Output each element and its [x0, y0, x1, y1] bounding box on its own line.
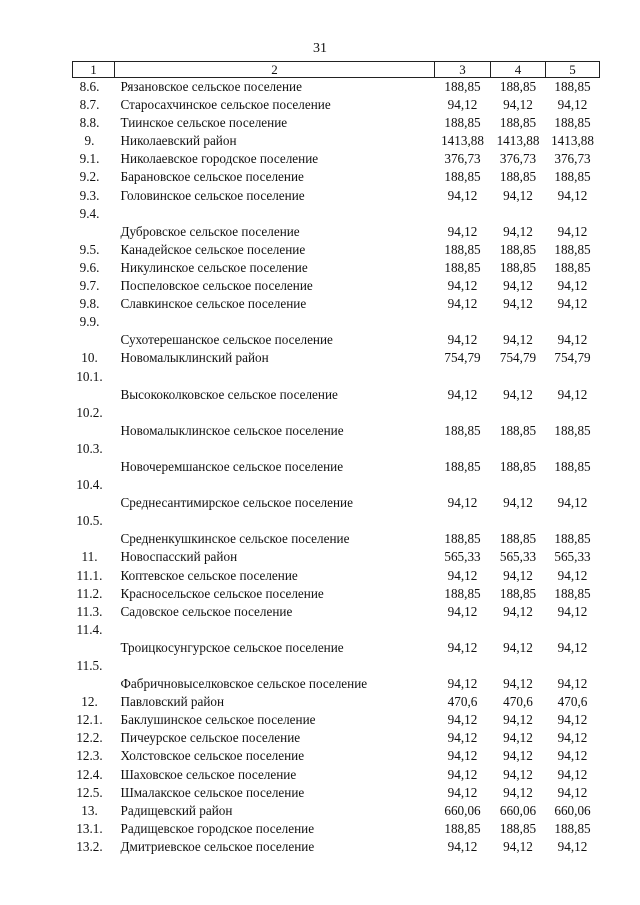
row-number: 10.1.	[76, 368, 103, 384]
value-col-4: 94,12	[503, 784, 533, 800]
value-col-4: 94,12	[503, 748, 533, 764]
row-number: 9.8.	[79, 296, 100, 312]
value-col-3: 470,6	[447, 694, 478, 710]
value-col-5: 94,12	[557, 567, 588, 583]
table-row	[73, 820, 600, 838]
settlement-name: Новочеремшанское сельское поселение	[120, 458, 344, 474]
settlement-name: Поспеловское сельское поселение	[120, 278, 313, 294]
settlement-name: Высококолковское сельское поселение	[120, 386, 338, 402]
value-col-5: 376,73	[554, 151, 591, 167]
value-col-4: 188,85	[499, 458, 537, 474]
page-number: 31	[313, 41, 327, 56]
value-col-5: 188,85	[554, 79, 591, 94]
value-col-5: 188,85	[554, 422, 591, 438]
settlement-name: Троицкосунгурское сельское поселение	[120, 639, 344, 655]
value-col-5: 94,12	[557, 223, 588, 239]
value-col-3: 188,85	[444, 79, 481, 94]
table-row	[73, 295, 600, 313]
value-col-3: 754,79	[444, 350, 481, 366]
value-col-3: 94,12	[447, 97, 478, 113]
value-col-3: 94,12	[447, 784, 478, 800]
value-col-5: 188,85	[554, 115, 591, 131]
value-col-4: 94,12	[503, 567, 533, 583]
value-col-4: 188,85	[499, 531, 537, 547]
settlement-name: Новомалыклинский район	[120, 350, 269, 366]
value-col-4: 1413,88	[496, 133, 540, 149]
row-number: 9.9.	[79, 314, 100, 330]
settlement-name: Радищевский район	[120, 802, 233, 818]
row-number: 10.5.	[76, 513, 103, 529]
value-col-5: 94,12	[557, 766, 588, 782]
value-col-4: 660,06	[499, 802, 537, 818]
table-row	[73, 784, 600, 802]
value-col-5: 94,12	[557, 187, 588, 203]
settlement-name: Фабричновыселковское сельское поселение	[120, 676, 368, 692]
settlement-name: Новоспасский район	[120, 549, 238, 565]
value-col-5: 188,85	[554, 585, 591, 601]
table-row	[73, 711, 600, 729]
value-col-5: 94,12	[557, 97, 588, 113]
value-col-3: 94,12	[447, 296, 478, 312]
settlement-name: Николаевский район	[120, 133, 237, 149]
value-col-5: 94,12	[557, 730, 588, 746]
value-col-3: 94,12	[447, 676, 478, 692]
row-number: 9.7.	[79, 278, 100, 294]
row-number: 8.6.	[79, 79, 100, 94]
value-col-3: 188,85	[444, 531, 481, 547]
value-col-3: 94,12	[447, 567, 478, 583]
row-number: 12.1.	[76, 712, 103, 728]
settlement-name: Павловский район	[120, 694, 225, 710]
value-col-3: 94,12	[447, 748, 478, 764]
value-col-3: 94,12	[447, 603, 478, 619]
settlement-name: Дубровское сельское поселение	[120, 223, 300, 239]
row-number: 9.	[84, 133, 95, 149]
value-col-4: 94,12	[503, 676, 533, 692]
value-col-5: 188,85	[554, 169, 591, 185]
value-col-3: 188,85	[444, 820, 481, 836]
row-number: 9.5.	[79, 241, 100, 257]
value-col-4: 94,12	[503, 730, 533, 746]
settlement-name: Новомалыклинское сельское поселение	[120, 422, 344, 438]
row-number: 9.2.	[79, 169, 100, 185]
value-col-3: 94,12	[447, 639, 478, 655]
value-col-3: 188,85	[444, 169, 481, 185]
value-col-5: 754,79	[554, 350, 591, 366]
value-col-5: 470,6	[557, 694, 588, 710]
row-number: 11.5.	[76, 658, 103, 673]
value-col-3: 94,12	[447, 332, 478, 348]
value-col-3: 660,06	[444, 802, 481, 818]
value-col-5: 188,85	[554, 241, 591, 257]
row-number: 12.	[81, 694, 98, 710]
settlement-name: Коптевское сельское поселение	[120, 567, 298, 583]
value-col-4: 565,33	[499, 549, 537, 565]
row-number: 12.2.	[76, 730, 103, 746]
value-col-5: 94,12	[557, 332, 588, 348]
value-col-4: 188,85	[499, 259, 537, 275]
table-row	[73, 747, 600, 765]
value-col-5: 188,85	[554, 531, 591, 547]
value-col-4: 188,85	[499, 115, 537, 131]
row-number: 8.8.	[79, 115, 100, 131]
value-col-3: 94,12	[447, 712, 478, 728]
settlement-name: Красносельское сельское поселение	[120, 585, 324, 601]
table-row	[73, 96, 600, 114]
settlement-name: Холстовское сельское поселение	[120, 748, 305, 764]
table-row	[73, 187, 600, 205]
table-row	[73, 404, 600, 440]
column-header-2: 2	[115, 62, 435, 78]
value-col-5: 94,12	[557, 676, 588, 692]
row-number: 9.6.	[79, 259, 100, 275]
value-col-5: 94,12	[557, 712, 588, 728]
table-row	[73, 349, 600, 367]
value-col-5: 94,12	[557, 495, 588, 511]
value-col-4: 94,12	[503, 639, 533, 655]
table-row	[73, 603, 600, 621]
value-col-3: 188,85	[444, 458, 481, 474]
column-header-4: 4	[491, 62, 546, 78]
value-col-3: 94,12	[447, 838, 478, 854]
table-row	[73, 368, 600, 404]
value-col-4: 94,12	[503, 332, 533, 348]
value-col-5: 565,33	[554, 549, 591, 565]
settlement-name: Баклушинское сельское поселение	[120, 712, 316, 728]
value-col-4: 94,12	[503, 187, 533, 203]
row-number: 9.3.	[79, 187, 100, 203]
value-col-3: 188,85	[444, 259, 481, 275]
value-col-5: 94,12	[557, 748, 588, 764]
table-row	[73, 585, 600, 603]
settlement-name: Барановское сельское поселение	[120, 169, 304, 185]
settlement-name: Садовское сельское поселение	[120, 603, 293, 619]
table-row	[73, 693, 600, 711]
value-col-3: 94,12	[447, 495, 478, 511]
value-col-5: 94,12	[557, 784, 588, 800]
value-col-5: 94,12	[557, 278, 588, 294]
table-row	[73, 205, 600, 241]
value-col-5: 1413,88	[551, 133, 594, 149]
value-col-4: 376,73	[499, 151, 537, 167]
row-number: 12.4.	[76, 766, 103, 782]
value-col-3: 94,12	[447, 730, 478, 746]
row-number: 9.4.	[79, 205, 100, 221]
row-number: 8.7.	[79, 97, 100, 113]
value-col-4: 94,12	[503, 712, 533, 728]
row-number: 11.3.	[76, 603, 103, 619]
row-number: 10.2.	[76, 404, 103, 420]
table-row	[73, 802, 600, 820]
value-col-4: 188,85	[499, 169, 537, 185]
table-row	[73, 621, 600, 657]
table-row	[73, 512, 600, 548]
value-col-4: 188,85	[499, 820, 537, 836]
settlement-name: Радищевское городское поселение	[120, 820, 315, 836]
value-col-3: 188,85	[444, 422, 481, 438]
table-row	[73, 729, 600, 747]
value-col-5: 94,12	[557, 838, 588, 854]
value-col-3: 188,85	[444, 241, 481, 257]
table-row	[73, 150, 600, 168]
value-col-4: 188,85	[499, 241, 537, 257]
value-col-3: 188,85	[444, 115, 481, 131]
settlement-name: Старосахчинское сельское поселение	[120, 97, 331, 113]
row-number: 10.3.	[76, 440, 103, 456]
settlement-name: Шмалакское сельское поселение	[120, 784, 305, 800]
table-row	[73, 313, 600, 349]
value-col-3: 1413,88	[441, 133, 484, 149]
row-number: 10.4.	[76, 477, 103, 493]
value-col-4: 94,12	[503, 838, 533, 854]
row-number: 11.4.	[76, 621, 103, 637]
value-col-4: 754,79	[499, 350, 537, 366]
table-row	[73, 241, 600, 259]
table-row	[73, 548, 600, 566]
value-col-5: 188,85	[554, 458, 591, 474]
settlement-name: Среднесантимирское сельское поселение	[120, 495, 353, 511]
value-col-4: 94,12	[503, 386, 533, 402]
settlement-name: Никулинское сельское поселение	[120, 259, 308, 275]
value-col-4: 94,12	[503, 296, 533, 312]
table-row	[73, 476, 600, 512]
value-col-4: 188,85	[499, 585, 537, 601]
settlement-name: Николаевское городское поселение	[120, 151, 319, 167]
row-number: 11.	[81, 549, 98, 565]
value-col-5: 660,06	[554, 802, 591, 818]
settlement-name: Головинское сельское поселение	[120, 187, 305, 203]
value-col-5: 94,12	[557, 386, 588, 402]
row-number: 13.1.	[76, 820, 103, 836]
column-header-5: 5	[546, 62, 600, 78]
value-col-5: 94,12	[557, 296, 588, 312]
value-col-3: 376,73	[444, 151, 481, 167]
settlement-name: Средненкушкинское сельское поселение	[120, 531, 350, 547]
settlement-name: Шаховское сельское поселение	[120, 766, 297, 782]
value-col-3: 94,12	[447, 766, 478, 782]
value-col-3: 94,12	[447, 187, 478, 203]
table-row	[73, 259, 600, 277]
settlement-name: Канадейское сельское поселение	[120, 241, 306, 257]
value-col-3: 565,33	[444, 549, 481, 565]
table-row	[73, 657, 600, 693]
column-header-1: 1	[73, 62, 115, 78]
table-row	[73, 567, 600, 585]
value-col-4: 94,12	[503, 495, 533, 511]
value-col-5: 94,12	[557, 639, 588, 655]
settlement-name: Дмитриевское сельское поселение	[120, 838, 315, 854]
settlement-name: Славкинское сельское поселение	[120, 296, 307, 312]
value-col-4: 188,85	[499, 79, 537, 94]
table-row	[73, 277, 600, 295]
row-number: 12.3.	[76, 748, 103, 764]
row-number: 12.5.	[76, 784, 103, 800]
value-col-4: 94,12	[503, 603, 533, 619]
table-body	[73, 78, 600, 857]
allocation-table	[72, 61, 600, 856]
value-col-3: 188,85	[444, 585, 481, 601]
value-col-5: 188,85	[554, 259, 591, 275]
settlement-name: Пичеурское сельское поселение	[120, 730, 301, 746]
settlement-name: Рязановское сельское поселение	[120, 79, 302, 94]
table-row	[73, 766, 600, 784]
row-number: 10.	[81, 350, 98, 366]
row-number: 11.2.	[76, 585, 103, 601]
settlement-name: Сухотерешанское сельское поселение	[120, 332, 333, 348]
row-number: 13.	[81, 802, 98, 818]
table-row	[73, 132, 600, 150]
settlement-name: Тиинское сельское поселение	[120, 115, 288, 131]
row-number: 9.1.	[79, 151, 100, 167]
value-col-5: 94,12	[557, 603, 588, 619]
value-col-4: 94,12	[503, 223, 533, 239]
row-number: 13.2.	[76, 838, 103, 854]
table-row	[73, 168, 600, 186]
value-col-4: 94,12	[503, 766, 533, 782]
table-header	[73, 62, 600, 78]
table-row	[73, 78, 600, 97]
row-number: 11.1.	[76, 567, 103, 583]
value-col-4: 470,6	[503, 694, 533, 710]
value-col-5: 188,85	[554, 820, 591, 836]
value-col-4: 188,85	[499, 422, 537, 438]
value-col-3: 94,12	[447, 386, 478, 402]
value-col-3: 94,12	[447, 278, 478, 294]
table-row	[73, 838, 600, 856]
value-col-4: 94,12	[503, 278, 533, 294]
table-row	[73, 114, 600, 132]
value-col-3: 94,12	[447, 223, 478, 239]
column-header-3: 3	[435, 62, 491, 78]
value-col-4: 94,12	[503, 97, 533, 113]
table-row	[73, 440, 600, 476]
